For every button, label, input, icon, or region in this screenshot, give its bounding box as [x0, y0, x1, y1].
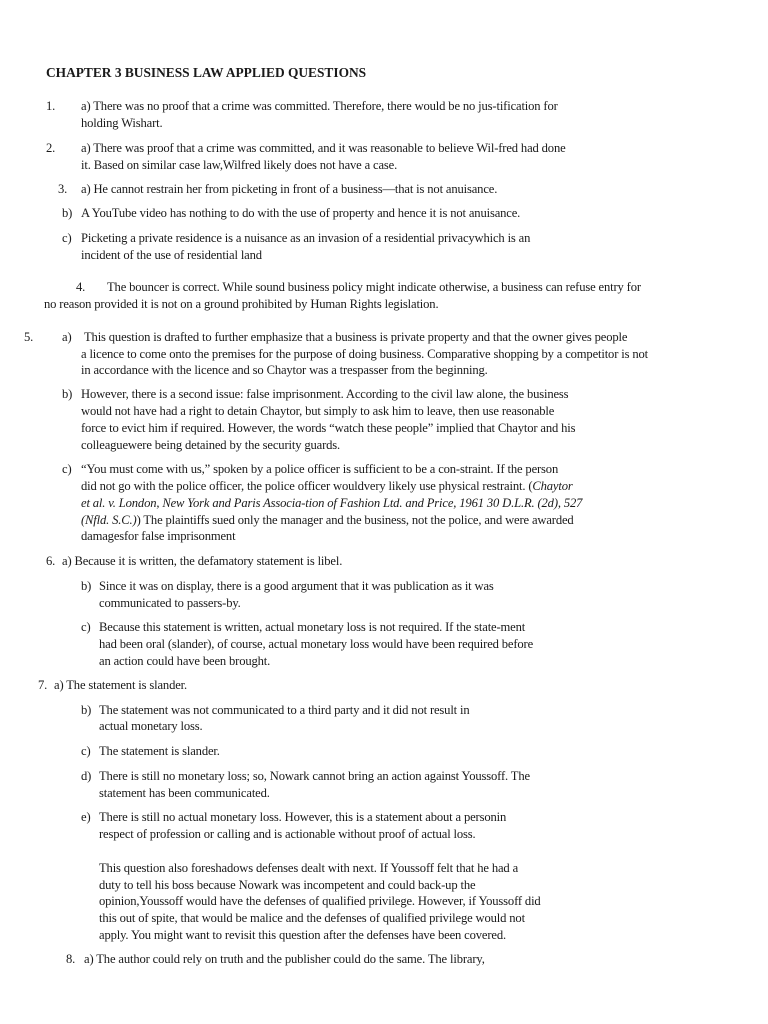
q1-number: 1.: [46, 99, 56, 113]
q7-note-line: this out of spite, that would be malice and the defenses of qualified privilege would not: [99, 911, 525, 925]
q2-line: a) There was proof that a crime was committed, and it was reasonable to believe Wil-fred had done: [81, 141, 566, 155]
q6-number: 6.: [46, 554, 56, 568]
q5-a-line: in accordance with the licence and so Chaytor was a trespasser from the beginning.: [81, 363, 488, 377]
q6-b-label: b): [81, 579, 92, 593]
q5-b-line: force to evict him if required. However, the words “watch these people” implied that Chaytor and his: [81, 421, 576, 435]
q5-b-line: would not have had a right to detain Chaytor, but simply to ask him to leave, then use reasonable: [81, 404, 555, 418]
q5-number: 5.: [24, 330, 34, 344]
q5-a-line: This question is drafted to further emphasize that a business is private property and that the owner gives people: [84, 330, 628, 344]
q5-b-line: However, there is a second issue: false imprisonment. According to the civil law alone, the business: [81, 387, 569, 401]
q7-b-line: actual monetary loss.: [99, 719, 203, 733]
q5-c-text: did not go with the police officer, the police officer wouldvery likely use physical restraint. (: [81, 479, 533, 493]
q5-c-line: [81, 478, 573, 495]
case-citation: Chaytor: [532, 479, 573, 493]
q3-a-line: a) He cannot restrain her from picketing in front of a business—that is not anuisance.: [81, 182, 498, 196]
page-title: CHAPTER 3 BUSINESS LAW APPLIED QUESTIONS: [46, 65, 367, 80]
q7-e-line: respect of profession or calling and is actionable without proof of actual loss.: [99, 827, 476, 841]
q3-number: 3.: [58, 182, 68, 196]
q5-b-line: colleaguewere being detained by the security guards.: [81, 438, 341, 452]
q8-number: 8.: [66, 952, 76, 966]
q7-d-line: There is still no monetary loss; so, Nowark cannot bring an action against Youssoff. The: [99, 769, 530, 783]
q7-d-line: statement has been communicated.: [99, 786, 270, 800]
q7-note-line: duty to tell his boss because Nowark was incompetent and could back-up the: [99, 878, 476, 892]
q7-e-label: e): [81, 810, 91, 824]
q6-c-label: c): [81, 620, 91, 634]
q1-line: a) There was no proof that a crime was committed. Therefore, there would be no jus-tification for: [81, 99, 558, 113]
q6-c-line: an action could have been brought.: [99, 654, 271, 668]
case-citation: et al. v. London, New York and Paris Associa-tion of Fashion Ltd. and Price, 1961 30 D.L.R. (2d), 527: [81, 496, 583, 510]
q6-c-line: had been oral (slander), of course, actual monetary loss would have been required before: [99, 637, 534, 651]
q3-b-line: A YouTube video has nothing to do with the use of property and hence it is not anuisance.: [81, 206, 521, 220]
q6-a-line: a) Because it is written, the defamatory statement is libel.: [62, 554, 343, 568]
q5-c-text: ) The plaintiffs sued only the manager and the business, not the police, and were awarded: [136, 513, 574, 527]
q5-a-label: a): [62, 330, 72, 344]
case-citation: (Nfld. S.C.): [81, 513, 137, 527]
q3-c-line: incident of the use of residential land: [81, 248, 262, 262]
q5-c-label: c): [62, 462, 72, 476]
q8-a-line: a) The author could rely on truth and the publisher could do the same. The library,: [84, 952, 485, 966]
q2-line: it. Based on similar case law,Wilfred likely does not have a case.: [81, 158, 398, 172]
q3-b-label: b): [62, 206, 73, 220]
q7-a-line: a) The statement is slander.: [54, 678, 188, 692]
q7-note-line: apply. You might want to revisit this question after the defenses have been covered.: [99, 928, 506, 942]
q4-line: no reason provided it is not on a ground prohibited by Human Rights legislation.: [44, 297, 439, 311]
q6-b-line: communicated to passers-by.: [99, 596, 241, 610]
q7-d-label: d): [81, 769, 92, 783]
q4-number: 4.: [76, 280, 86, 294]
q6-c-line: Because this statement is written, actual monetary loss is not required. If the state-ment: [99, 620, 526, 634]
q5-a-line: a licence to come onto the premises for the purpose of doing business. Comparative shopping by a competitor is not: [81, 347, 648, 361]
q7-b-line: The statement was not communicated to a third party and it did not result in: [99, 703, 470, 717]
q1-line: holding Wishart.: [81, 116, 163, 130]
q7-number: 7.: [38, 678, 48, 692]
q5-b-label: b): [62, 387, 73, 401]
q5-c-line: damagesfor false imprisonment: [81, 529, 236, 543]
q4-line: The bouncer is correct. While sound business policy might indicate otherwise, a business can refuse entry for: [107, 280, 641, 294]
q7-c-line: The statement is slander.: [99, 744, 220, 758]
q3-c-line: Picketing a private residence is a nuisance as an invasion of a residential privacywhich is an: [81, 231, 531, 245]
q7-c-label: c): [81, 744, 91, 758]
q5-c-line: [81, 512, 574, 529]
q2-number: 2.: [46, 141, 56, 155]
q7-note-line: opinion,Youssoff would have the defenses of qualified privilege. However, if Youssoff did: [99, 894, 541, 908]
q5-c-line: “You must come with us,” spoken by a police officer is sufficient to be a con-straint. If the person: [81, 462, 559, 476]
q6-b-line: Since it was on display, there is a good argument that it was publication as it was: [99, 579, 494, 593]
q7-b-label: b): [81, 703, 92, 717]
q7-e-line: There is still no actual monetary loss. However, this is a statement about a personin: [99, 810, 507, 824]
q3-c-label: c): [62, 231, 72, 245]
q7-note-line: This question also foreshadows defenses dealt with next. If Youssoff felt that he had a: [99, 861, 519, 875]
